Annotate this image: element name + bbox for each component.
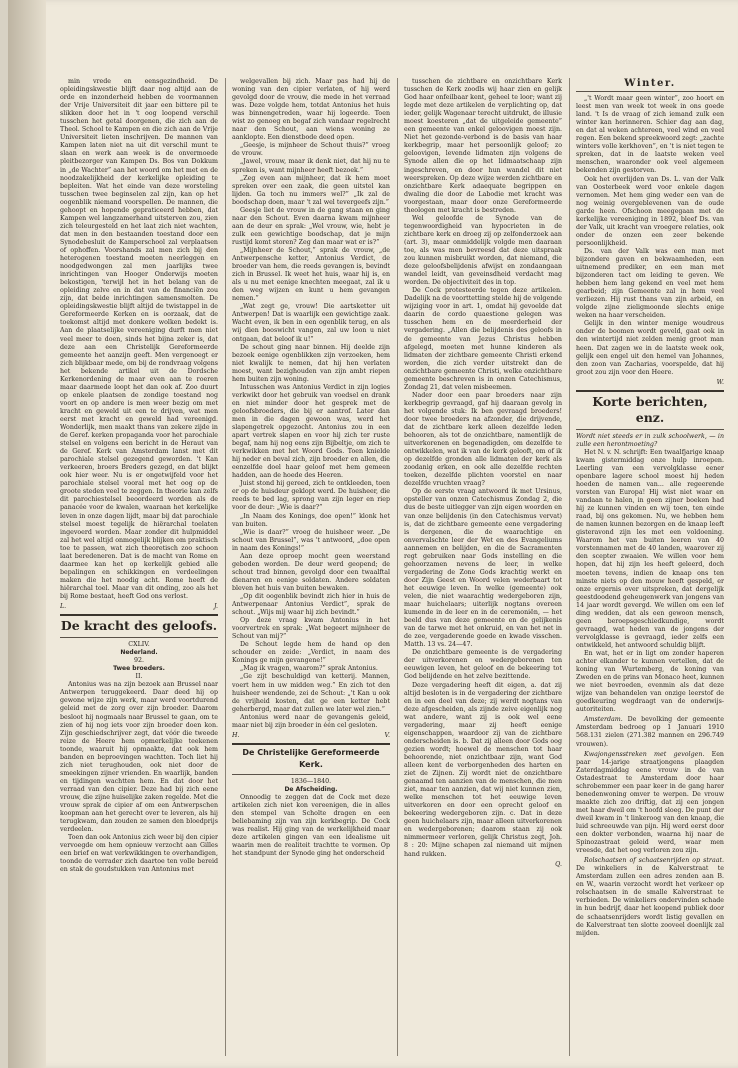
news-item-body: De winkeliers in de Kalverstraat te Amsterdam zullen een adres zenden aan B. en W., waarin verzocht wordt het verkeer op rolschaatsen in de smalle Kalverstraat te verbieden. De winkeliers ondervinden schade in hun bedrijf, daar het koopend publiek door de schaatsenrijders wordt listig gevallen en de Kalverstraat ten slotte zooveel doenlijk zal mijden. (576, 865, 724, 937)
section-subtitle: Nederland. (120, 649, 158, 657)
paragraph: Gelijk in den winter menige woudreus onder de boomen wordt geveld, gaat ook in den wintertijd niet zelden menig groot man heen. Dat zagen we in de laatste week ook, gelijk een engel uit den hemel van Johannes, den zoon van Zacharias, voorspelde, dat hij groot zou zijn voor den Heere. (576, 320, 724, 376)
paragraph: „Wat zegt ge, vrouw! Die aartsketter uit Antwerpen! Dat is waarlijk een gewichtige zaak. Wacht even, ik ben in een ogenblik terug, en als wij dien booswicht vangen, zal uw loon u niet ontgaan, dat beloof ik u!” (232, 303, 390, 343)
signature-right: V. (384, 731, 390, 739)
paragraph: „'t Wordt maar geen winter”, zoo hoort en leest men van week tot week in ons goede land. 't Is de vraag of zich iemand zulk een winter kan herinneren. Schier dag aan dag, en dat al weken achtereen, veel wind en veel regen. Een bekend spreekwoord zegt: „zachte winters volle kerkhoven”, en 't is niet tegen te spreken, dat in de laatste weken veel menschen, waaronder ook veel algemeen bekenden zijn gestorven. (576, 95, 724, 175)
news-item-body: Een paar 14-jarige straatjongens plaagden Zaterdagmiddag eene vrouw in de van Ostadestraat te Amsterdam door haar schrobemmer een paar keer in de gang harer benedenwoning omver te werpen. De vrouw maakte zich zoo driftig, dat zij een jongen met haar dweil om 't hoofd sloeg. De punt der dweil kwam in 't linkeroog van den knaap, die luid schreeuwde van pijn. Hij werd eerst door een dokter verbonden, waarna hij naar de Spinozastraat geleid werd, waar men vreesde, dat het oog verloren zou zijn. (576, 750, 724, 855)
paragraph: Antonius was na zijn bezoek aan Brussel naar Antwerpen teruggekeerd. Daar deed hij op gewone wijze zijn werk, maar werd voortdurend geleid met de zorg over zijn broeder. Daarom besloot hij nogmaals naar Brussel te gaan, om te zien of hij nog iets voor zijn broeder doen kon. Zijn geschiedschrijver zegt, dat vóór die tweede reize de Heere hem opmerkelijke teekenen toonde, waaruit hij opmaakte, dat ook hem banden en beproevingen wachtten. Toch liet hij zich niet terughouden, ook niet door de smeekingen zijner vrienden. En waarlijk, banden en tijdingen wachtten hem. En dat door het verraad van den cipier. Deze had bij zich eene vrouw, die zijne huiselijke zaken regelde. Met die vrouw sprak de cipier af om een Antwerpschen koopman aan het gerecht over te leveren, als hij terugkwam, dan zouden ze samen den bloedprijs verdeelen. (60, 681, 218, 834)
paragraph: Geesje liet de vrouw in de gang staan en ging naar den Schout. Even daarna kwam mijnheer aan de deur en sprak: „Wel vrouw, wie, hebt je zulk een gewichtige boodschap, dat je mijn rustijd komt storen? Zeg dan maar wat er is?” (232, 206, 390, 246)
section-years: 1836—1840. (290, 777, 332, 785)
paragraph: Aan deze oproep mocht geen weerstand geboden worden. De deur werd geopend; de schout trad binnen, gevolgd door een twaalftal dienaren en eenige soldaten. Andere soldaten bleven het huis van buiten bewaken. (232, 552, 390, 592)
paragraph: „Op dit oogenblik bevindt zich hier in huis de Antwerpenaar Antonius Verdict”, sprak de schout. „Wijs mij waar hij zich bevindt.” (232, 593, 390, 617)
paragraph: „Mag ik vragen, waarom?” sprak Antonius. (240, 665, 378, 673)
paragraph: welgevallen bij zich. Maar pas had hij de woning van den cipier verlaten, of hij werd gevolgd door de vrouw, die mede in het verraad was. Deze volgde hem, totdat Antonius het huis was binnengetreden, waar hij logeerde. Toen wist zo genoeg en begaf zich vandaar regelrecht naar den Schout, aan wiens woning ze aanklopte. Een dienstbode deed open. (232, 78, 390, 142)
news-item-body: De bevolking der gemeente Amsterdam bedroeg op 1 Januari 1910 568.131 zielen (271.382 mannen en 296.749 vrouwen). (576, 716, 724, 748)
news-item-heading: Amsterdam. (584, 716, 623, 724)
news-item (576, 751, 724, 856)
signature (404, 861, 562, 869)
news-item (576, 857, 724, 937)
newspaper-page (8, 0, 738, 1068)
signature-right: J. (213, 603, 218, 611)
signature (232, 732, 390, 740)
news-item-body: Het N. v. N. schrijft: Een twaalfjarige knaap kwam gistermiddag onze hulp inroepen. Leerling van een vervolgklasse eener openbare lagere school moest hij heden hoeden de namen van... alle regeerende vorsten van Europa! Hij wist niet waar en vandaan te halen, in geen zijner boeken had hij ze kunnen vinden en wij toen, ten einde raad, bij ons gekomen. Nu, we hebben hem de namen kunnen bezorgen en de knaap leeft gisteravond zijn les met een voldoening. Waarom het van buiten leeren van 40 vorstennamen met de 40 landen, waarover zij den scepter zwaaien. We willen voor hem hopen, dat hij zijn les heeft geleerd, doch moeten tevens, indien de knaap ons ten minste niets op den mouw heeft gespeld, er onze ergernis over uitspreken, dat dergelijk geestdoodend geheugenwerk van jongens van 14 jaar wordt gevergd. We willen om een lef ding wedden, dat als een gewoon mensch, geen beroepsgeschiedkundige, wordt gevraagd, wat heden van de jongens der vervolgklasse is gevraagd, ieder zelfs een ontwikkeld, het antwoord schuldig blijft. (576, 448, 724, 649)
section-divider (232, 743, 390, 745)
paragraph: „Ge zijt beschuldigd van ketterij. Mannen, voert hem in uw midden weg.” En zich tot den huisheer wendende, zei de Schout: „'t Kan u ook de vrijheid kosten, dat ge een ketter hebt geherbergd, maar dat zullen we later wel zien.” (232, 673, 390, 713)
paragraph: „In Naam des Konings, doe open!” klonk het van buiten. (232, 512, 390, 528)
paragraph: Onnoodig te zeggen dat de Cock met deze artikelen zich niet kon vereenigen, die in alles den stempel van Scholte dragen en een beliebaming zijn van zijn kerkbegrip. De Cock was realist. Hij ging van de werkelijkheid maar deze artikelen gingen van een idealisme uit waarin men de realiteit trachtte te vormen. Op het standpunt der Synode ging het onderscheid (232, 793, 390, 858)
section-number: CXLIV. (128, 641, 150, 649)
signature-left: H. (232, 731, 240, 739)
signature (576, 379, 724, 387)
column-2 (232, 78, 390, 1056)
paragraph: min vrede en eensgezindheid. De opleidingskwestie blijft daar nog altijd aan de orde en inzonderheid hebben de voormannen der Vrije Universiteit dit jaar een bittere pil te slikken door het in 't oog loopend verschil tusschen het getal doorgenen, die zich aan de Theol. School te Kampen en die zich aan de Vrije Universiteit lieten inschrijven. De mannen van Kampen laten niet na uit dit verschil munt te slaan en werk aan week is de onvermoede pleitbezorger van Kampen Ds. Bos van Dokkum in „de Wachter” aan het woord om het met en de noodzakelijkheid der kerkelijke opleiding te bepleiten. Wat het einde van deze worsteling tusschen twee beginselen zal zijn, kan op het oogenblik niemand voorspellen. De mannen, die gehoopt en hopende gepraticeerd hebben, dat Kampen wel langzamerhand uitsterven zou, zien zich teleurgesteld en het laat zich niet wachten, dat men in den bestaanden toestand door een Synodebesluit de Kamperschool zal verplaatsen of ophoffen. Voorshands zal men zich bij den heterogenen toestand moeten neerleggen en noodgedwongen zal men jaarlijks twee inrichtingen van Hooger Onderwijs moeten bekostigen, 'terwijl het in het belang van de opleiding zelve en in dat van de financiën zou zijn, dat beide inrichtingen samensmolten. De opleidingskwestie blijft altijd de twistappel in de Gereformeerde Kerken en is oorzaak, dat de toekomst altijd met donkere wolken bedekt is. Aan de plaatselijke vereeniging durft men niet veel meer te doen, sinds het bijna zeker is, dat deze aan een Christelijk Gereformeerde gemeente het aanzijn geeft. Men vergenoegt er zich blijkbaar mede, om bij de rondvraag volgens het bekende artikel uit de Dordsche Kerkenordening de maar even aan te roeren maar daarmede loopt het dan ook af. Zoo duurt op enkele plaatsen de zondige toestand nog voort en op andere is men weer bezig om met kracht en geweld uit een te drijven, wat men eerst met kracht en geweld had vereenigd. Wonderlijk, men maakt thans van zekere zijde in de Geref. kerken propaganda voor het parochiale stelsel en volgens een bericht in de Heraut van de Geref. Kerk van Amsterdam lanst met dit parochiale stelsel gezegend geworden. 't Kan verkeeren, broers Breders gezegd, en dat blijkt ook hier weer. Nu is er ongetwijfeld voor het parochiale stelsel vooral met het oog op de groote steden veel te zeggen. In theorie kan zelfs dit parochiestelsel beoordeerd worden als de panacée voor de kwalen, waaraan het kerkelijke leven in onze dagen lijdt, maar bij dat parochiale stelsel moest tegelijk de hiërarchal toelaten ingevoerd worden. Maar zonder dit hulpmiddel zal het wel altijd onmogelijk blijken om praktisch toe te passen, wat zich theoretisch zoo schoon laat beredeneren. Dat is de macht van Rome en daarmee kan het op kerkelijk gebied alle bepalingen en schikkingen en verdeelingen maken die het noodig acht. Rome heeft de hiërarchal toel. Maar van dit onding, zoo als het bij Rome bestaat, heeft God ons verlost. (60, 78, 218, 600)
section-title: De Christelijke Gereformeerde Kerk. (242, 747, 380, 769)
news-item-heading: Kwajongensstreken met gevolgen. (584, 750, 705, 758)
column-3 (404, 78, 562, 1056)
paragraph: „Geesje, is mijnheer de Schout thuis?” vroeg de vrouw. (232, 142, 390, 158)
paragraph: De onzichtbare gemeente is de vergadering der uitverkorenen en wedergeborenen ten eeuwigen leven, het geloof en de bekeering tot God belijdende en het zelve bezittende. (404, 649, 562, 681)
section-divider (60, 614, 218, 616)
news-item (576, 716, 724, 748)
paragraph: „Mijnheer de Schout,” sprak de vrouw, „de Antwerpensche ketter, Antonius Verdict, de broeder van hem, die reeds gevangen is, bevindt zich in Brussel. Ik weet het huis, waar hij is, en als u nu met eenige knechten meegaat, zal ik u den weg wijzen en kunt u hem gevangen nemen.” (232, 246, 390, 303)
column-rule (225, 78, 226, 1056)
paragraph: De Cock protesteerde tegen deze artikelen. Dadelijk na de voorttetting stelde hij de volgende wijziging voor in art. 1, omdat hij gevoelde dat daarin de cordo quaestione gelegen was tusschen hem en de meerderheid der vergadering. „Allen die belijdenis des geloofs in de gemeente van Jezus Christus hebben afgelegd, moeten met hunne kinderen als lidmaten der zichtbare gemeente Christi erkend worden, die zich verder uitstrekt dan de onzichtbare gemeente Christi, welke onzichtbare gemeente beschreven is in onzen Catechismus, Zondag 21, dat velen misbeemen. (404, 287, 562, 391)
paragraph: Ook het overlijden van Ds. L. van der Valk van Oosterbeek werd voor enkele dagen vernomen. Met hem ging weder een van de nog weinig overgeblevenen van de oude garde heen. Ofschoon meegegaan met de kerkelijke vereeniging in 1892, bleef Ds. van der Valk, uit kracht van vroegere relaties, ook onder de onzen een zeer bekende persoonlijkheid. (576, 175, 724, 247)
paragraph: Toen dan ook Antonius zich weer bij den cipier vervoegde om hem opnieuw verzocht aan Gilles een brief en wat verkwikkingen te overhandigen, toonde de verrader zich daartoe ten volle bereid en stak de goudstukken van Antonius met (60, 834, 218, 874)
column-rule (397, 78, 398, 1056)
paragraph: Juist stond hij gereed, zich te ontkleeden, toen er op de huisdeur geklopt werd. De huisheer, die reeds te bed lag, sprong van zijn leger en riep voor de deur: „Wie is daar?” (232, 480, 390, 512)
paragraph: Ds. van der Valk was een man met bijzondere gaven en bekwaamheden, een uitnemend prediker, en een man met bijzonderen tact om leiding te geven. We hebben hem lang gekend en veel met hem gearbeid; zijn Gemeente zal in hem veel verliezen. Hij rust thans van zijn arbeid, en volgde zijne zieligmoonde slechts enige weken na haar verscheiden. (576, 247, 724, 320)
section-subtitle: Twee broeders. (113, 665, 165, 673)
column-rule (569, 78, 570, 1056)
paragraph: Wel geloofde de Synode van de tegenwoordigheid van hypocrieten in de zichtbare kerk en droeg zij op zelfonderzoek aan (art. 3), maar onmiddelijk volgde men daaraan toe, als was men bevreesd dat deze uitspraak zou kunnen misbruikt worden, dat niemand, die deze geloofsbelijdenis afwijst en zondaangaan wandel leidt, van geveinsdheid verdacht mag worden. De objectiviteit des in top. (404, 214, 562, 287)
section-number: II. (135, 673, 143, 681)
paragraph: Op de eerste vraag antwoord ik met Ursinus, opsteller van onzen Catechismus Zondag 2, die dus de beste uitlegger van zijn eigen woorden en van onze belijdenis (in den Catechismus vervat) is, dat de zichtbare gemeente eene vergadering is dergenen, die de waarachtige en onvervalschte leer der Wet en des Evangeliums aannemen en belijden, en die de Sacramenten regt gebruiken naar Gods instelling en die gehoorzamen nevens de leer, in welke vergadering de Zone Gods krachtig werkt en door Zijn Geest en Woord velen wederbaart tot het eeuwige leven. In welke (gemeente) ook velen, die niet waarachtig wedergeboren zijn, maar huichelaars; uiterlijk nogtans overeen kumende in de leer en in de ceremoniën, — het beeld dus van deze gemeente en de gelijkenis van de tarwe met het onkruid, en van het net in de zee, vergaderende goede en kwade visschen. Matth. 13 vs. 24—47. (404, 488, 562, 649)
section-divider (576, 390, 724, 392)
paragraph: „Wie is daar?” vroeg de huisheer weer. „De schout van Brussel”, was 't antwoord, „doe open in naam des Konings!” (232, 528, 390, 552)
paragraph: Intusschen was Antonius Verdict in zijn logies verkwikt door het gebruik van voedsel en drank en niet minder door het gesprek met de geloofsbroeders, die bij er aantrof. Later dan men in die dagen gewoon was, werd het slapengetrek opgezocht. Antonius zou in een apart vertrek slapen en voor hij zich ter ruste begaf, nam hij nog eens zijn Bijbeltje, om zich te verkwikken met het Woord Gods. Toen knielde hij neder en beval zich, zijn broeder en allen, die eenzelfde doel haar geloof met hem gemeen hadden, aan de hoede des Heeren. (232, 383, 390, 480)
page-fold (8, 0, 46, 1068)
section-divider (60, 637, 218, 638)
section-title: De kracht des geloofs. (60, 618, 218, 634)
section-divider (576, 429, 724, 430)
news-item-heading: Rolschaatsen of schaatsenrijden op straat. (584, 857, 724, 865)
paragraph: De schout ging naar binnen. Hij deelde zijn bezoek eenige ogenblikken zijn verzoeken, hem niet kwalijk te nemen, dat hij hen verlaten moest, want bezighouden van zijn ambt riepen hem buiten zijn woning. (232, 343, 390, 383)
section-title: Korte berichten, enz. (592, 393, 708, 425)
section-divider (232, 774, 390, 775)
signature (60, 603, 218, 611)
paragraph: tusschen de zichtbare en onzichtbare Kerk tusschen de Kerk zoodls wij haar zien en gelijk God haar onfeilbaar kent, geheel te loor; want zij legde met deze artikelen de verplichting op, dat ieder, gelijk Wagenaar terecht uitdrukt, de illusie moest koesteren „dat de uitgeleide gemeente” een gemeente van enkel geloovigen moest zijn. Niet het gezonde-verbond is de basis van haar kerkbegrip, maar het persoonlijk geloof; zo geloovigen, levende lidmaten zijn volgens de Synode allen die op het lidmaatschaap zijn ingeschreven, en door hun wandel dit niet weerspreken. Op deze wijze werden zichtbare en onzichtbare Kerk adaequate begrippen en dwaling die door de Labodie met kracht was voorgestaan, maar door onze Gereformeerde theologen met kracht is bestreden. (404, 78, 562, 214)
news-item-body: En wat, het er in ligt om zonder haperen achter elkander te kunnen vertellen, dat de koning van Wurtemberg, de koning van Zweden en de prins van Monaco heet, kunnen we niet bevroeden, evenmin als dat deze wijze van behandelen van onzige leerstof de goedkeuring wegdraagt van de onderwijs-autoriteiten. (576, 650, 724, 714)
paragraph: „Jawel, vrouw, maar ik denk niet, dat hij nu te spreken is, want mijnheer heeft bezoek.” (232, 158, 390, 174)
paragraph: „Zeg even aan mijnheer, dat ik hem moet spreken over een zaak, die geen uitstel kan lijden. Ga toch nu immers wel?” „Ik zal de boodschap doen, maar 't zal wel tevergeefs zijn.” (232, 174, 390, 206)
section-number: 92. (133, 657, 144, 665)
section-subtitle: De Afscheiding. (284, 785, 338, 793)
column-4 (576, 78, 724, 1056)
column-1 (60, 78, 218, 1056)
signature-right: Q. (555, 860, 562, 868)
paragraph: Op deze vraag kwam Antonius in het voorvertrek en sprak: „Wat begeert mijnheer de Schout van mij?” (232, 617, 390, 641)
news-item-heading: Wordt niet steeds er in zulk schoolwerk, — in zulle een herontmoeting? (576, 432, 724, 448)
paragraph: Nader door een paar broeders naar zijn kerkbegrip gevraagd, gaf hij daaraan gevolg in het volgende stuk: Ik ben gevraagd broeders! door twee broeders na afzonder, die drijvende, dat de zichtbare kerk alleen dezelfde leden behooren, als tot de onzichtbare, namentlijk de uitverkorenen en begenadigden, om dezelfde te ontwikkelen, wat ik van de kerk gelooft, om of ik op dezelfde gronden alle lidmaten der kerk als zoodanig erken, en ook alle dezelfde rechten toeken, dezelfde plichten voorstel en naar dezelfde vruchten vraag? (404, 391, 562, 488)
section-title: Winter. (624, 78, 676, 89)
paragraph: Deze vergadering heeft dit eigen, a. dat zij altijd besloten is in de vergadering der zichtbare en in een deel van deze; zij werdt nogtans van deze afgescheiden, als zijnde zeive eigenlijk nog wat andere, want zij is ook wel eene vergadering, maar zij heeft eenige eigenschappen, waardoor zij van de zichtbare onderscheiden is. b. Dat zij alleen door Gods oog gezien wordt; hoewel de menschen tot haar behoorende, niet onzichtbaar zijn, want God alleen kent de verborgenheden des harten en ziet de Zijnen. Zij wordt niet de onzichtbare genaamd ten aanzien van de menschen, die men ziet, maar ten aanzien, dat wij niet kunnen zien, welke menschen tot het eeuwige leven uitverkoren en door een oprecht geloof en bekeering wedergeboren zijn. c. Dat in deze geen huichelaars zijn, maar alleen uitverkorenen en wedergeborenen; daarom staan zij ook nimmermeer verloren, gelijk Christus zegt, Joh. 8 : 20: Mijne schapen zal niemand uit mijnen hand rukken. (404, 681, 562, 858)
section-divider (576, 91, 724, 92)
paragraph: De Schout legde hem de hand op den schouder en zeide: „Verdict, in naam des Konings ge mijn gevangene!” (232, 641, 390, 665)
signature-left: L. (60, 603, 67, 611)
signature-right: W. (716, 378, 724, 386)
paragraph: Antonius werd naar de gevangenis geleid, maar niet bij zijn broeder in één cel gesloten. (232, 713, 390, 729)
